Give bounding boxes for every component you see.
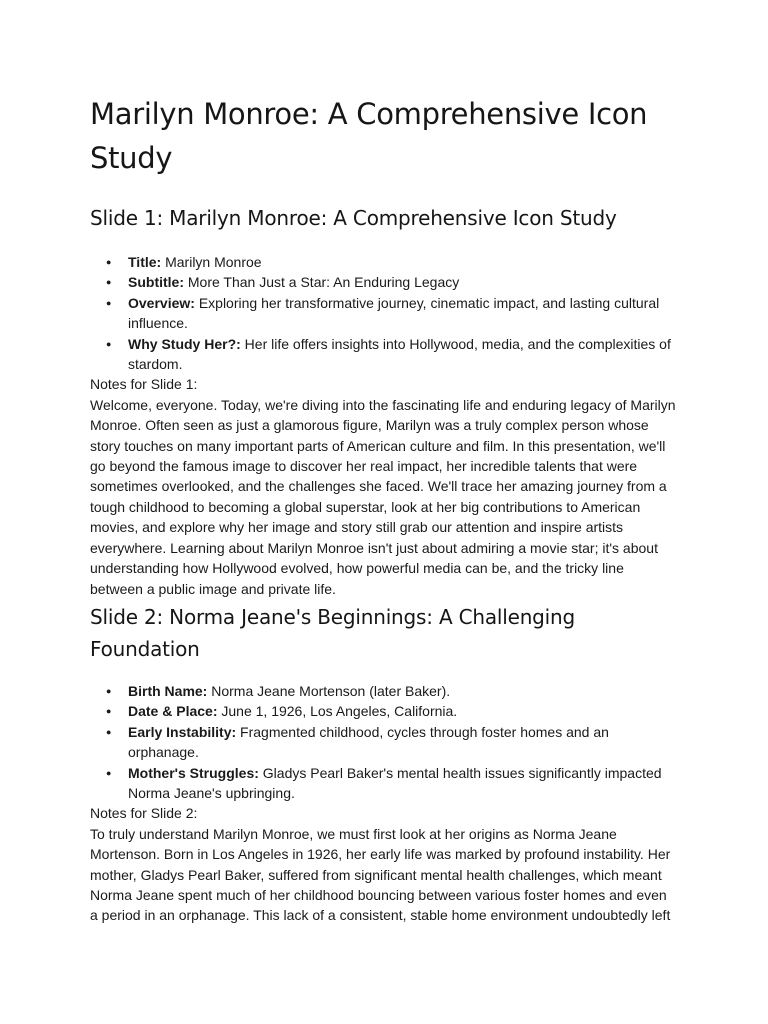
bullet-text: Gladys Pearl Baker's mental health issues significantly impacted Norma Jeane's upbringing. [128,764,662,801]
list-item [128,334,678,375]
bullet-text: Marilyn Monroe [161,254,262,270]
slide-2-notes-label: Notes for Slide 2: [90,805,198,822]
slide-1-heading: Slide 1: Marilyn Monroe: A Comprehensive Icon Study [90,206,617,230]
bullet-text: Norma Jeane Mortenson (later Baker). [207,682,451,699]
bullet-text: More Than Just a Star: An Enduring Legacy [184,274,460,291]
slide-1-bullet-list [90,252,678,374]
bullet-label: Mother's Struggles: [128,764,259,781]
bullet-label: Title: [128,254,162,270]
list-item [128,722,678,763]
bullet-label: Subtitle: [128,274,184,291]
list-item [128,763,678,804]
bullet-label: Overview: [128,294,195,311]
slide-2-heading: Slide 2: Norma Jeane's Beginnings: A Challenging Foundation [90,604,575,661]
slide-1-notes-label: Notes for Slide 1: [90,376,198,393]
slide-2-bullet-list [90,681,678,803]
bullet-text: Fragmented childhood, cycles through foster homes and an orphanage. [128,723,609,761]
bullet-label: Early Instability: [128,723,237,740]
bullet-label: Date & Place: [128,703,218,720]
document-title: Marilyn Monroe: A Comprehensive Icon Study [90,97,648,175]
list-item [128,252,678,272]
bullet-text: June 1, 1926, Los Angeles, California. [217,703,458,720]
bullet-text: Exploring her transformative journey, cinematic impact, and lasting cultural influence. [128,294,660,332]
list-item [128,293,678,334]
slide-1-notes-body: Welcome, everyone. Today, we're diving into the fascinating life and enduring legacy of Marilyn Monroe. Often seen as just a glamorous figure, Marilyn was a truly complex person whose story touches on many important parts of American culture and film. In this presentation, we'll go beyond the famous image to discover her real impact, her incredible talents that were sometimes overlooked, and the challenges she faced. We'll trace her amazing journey from a tough childhood to becoming a global superstar, look at her big contributions to American movies, and explore why her image and story still grab our attention and inspire artists everywhere. Learning about Marilyn Monroe isn't just about admiring a movie star; it's about understanding how Hollywood evolved, how powerful media can be, and the tricky line between a public image and private life. [90,396,676,597]
bullet-label: Birth Name: [128,682,208,699]
list-item [128,681,678,701]
list-item [128,272,678,292]
list-item [128,701,678,721]
bullet-text: Her life offers insights into Hollywood, media, and the complexities of stardom. [128,335,671,373]
slide-2-notes-body: To truly understand Marilyn Monroe, we must first look at her origins as Norma Jeane Mortenson. Born in Los Angeles in 1926, her early life was marked by profound instability. Her mother, Gladys Pearl Baker, suffered from significant mental health challenges, which meant Norma Jeane spent much of her childhood bouncing between various foster homes and even a period in an orphanage. This lack of a consistent, stable home environment undoubtedly left [90,825,671,924]
bullet-label: Why Study Her?: [128,335,241,352]
